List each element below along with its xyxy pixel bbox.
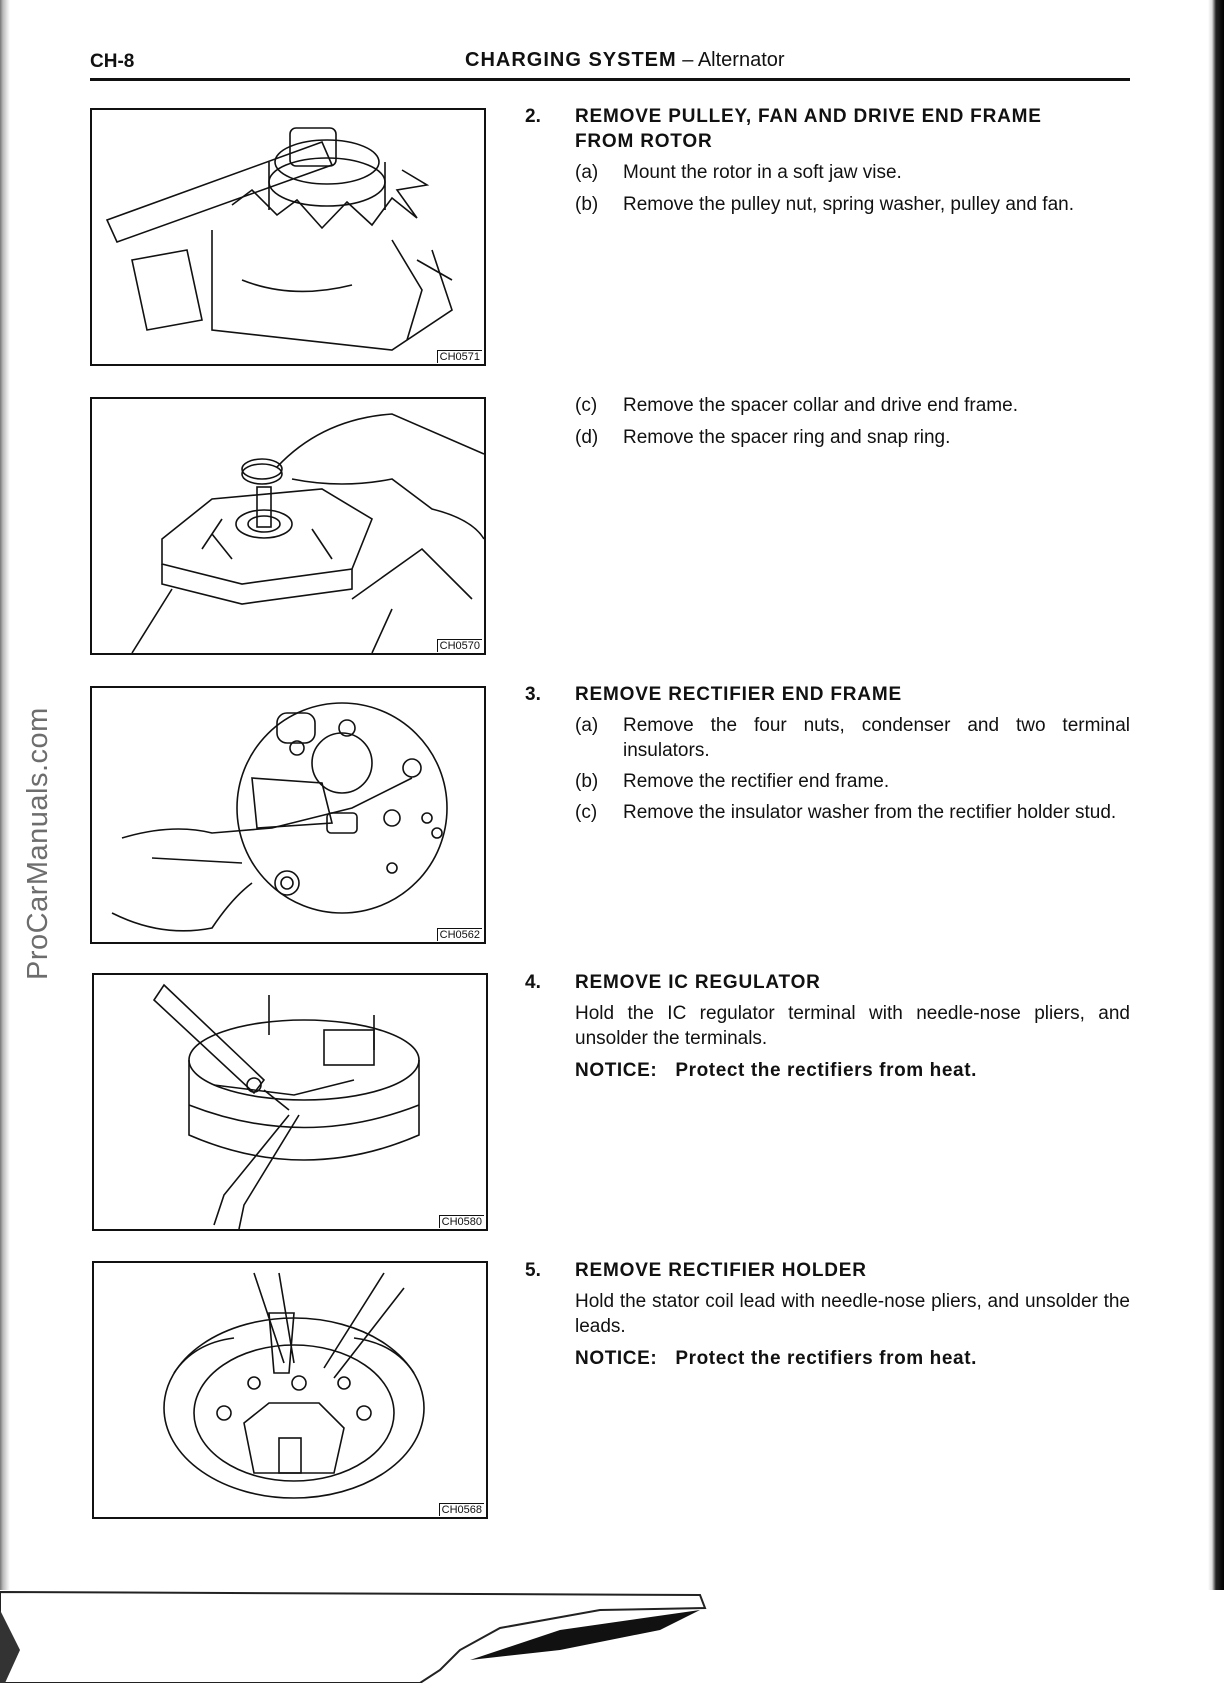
step-text: Hold the IC regulator terminal with needle-nose pliers, and unsolder the terminals. [575,1003,1130,1049]
notice [575,1058,1130,1084]
figure-code: CH0570 [437,639,482,652]
substep [575,393,1130,419]
substep-text: Remove the pulley nut, spring washer, pulley and fan. [623,194,1074,215]
subsection-name: Alternator [697,49,785,71]
figure-pulley-removal [90,108,486,366]
pulley-removal-illustration [92,110,484,364]
title-separator: – [682,49,694,71]
figure-code: CH0571 [437,350,482,363]
step-4 [525,970,1130,1100]
substep-text: Remove the spacer collar and drive end frame. [623,395,1018,416]
substep-text: Remove the insulator washer from the rectifier holder stud. [623,802,1117,823]
substep-label: (c) [575,802,598,823]
notice-text: Protect the rectifiers from heat. [675,1348,978,1369]
figure-code: CH0568 [439,1503,484,1516]
page-code: CH-8 [90,51,135,72]
substep-text: Mount the rotor in a soft jaw vise. [623,162,902,183]
substep [575,160,1130,186]
step-title: REMOVE RECTIFIER HOLDER [575,1260,867,1281]
page-bottom-edge [0,1590,1224,1683]
substep-label: (b) [575,771,599,792]
section-title [465,49,785,72]
substep [575,425,1130,451]
step-number: 5. [525,1260,541,1281]
notice-label: NOTICE: [575,1348,658,1369]
step-2 [525,104,1130,254]
substep-label: (a) [575,715,599,736]
substep-label: (b) [575,194,599,215]
substep-text: Remove the rectifier end frame. [623,771,890,792]
substep-text: Remove the spacer ring and snap ring. [623,427,951,448]
watermark: ProCarManuals.com [22,707,54,980]
substep-label: (a) [575,162,599,183]
figure-code: CH0580 [439,1215,484,1228]
section-name: CHARGING SYSTEM [465,49,677,71]
step-title: REMOVE PULLEY, FAN AND DRIVE END FRAME FROM ROTOR [575,106,1042,152]
notice-label: NOTICE: [575,1060,658,1081]
rectifier-end-frame-illustration [92,688,484,942]
step-3 [525,682,1130,862]
step-5 [525,1258,1130,1388]
ic-regulator-illustration [94,975,486,1229]
page-left-edge [0,0,10,1683]
drive-end-frame-illustration [92,399,484,653]
step-title: REMOVE RECTIFIER END FRAME [575,684,902,705]
step-text: Hold the stator coil lead with needle-nose pliers, and unsolder the leads. [575,1291,1130,1337]
substep [575,192,1130,244]
substep-text: Remove the four nuts, condenser and two terminal insulators. [623,715,1130,761]
rectifier-holder-illustration [94,1263,486,1517]
header-rule [90,78,1130,81]
step-title: REMOVE IC REGULATOR [575,972,821,993]
substep [575,800,1130,852]
figure-ic-regulator [92,973,488,1231]
substep [575,713,1130,765]
notice-text: Protect the rectifiers from heat. [675,1060,978,1081]
step-number: 2. [525,106,541,127]
substep-label: (d) [575,427,599,448]
substep [575,769,1130,795]
page-right-edge [1208,0,1224,1683]
notice [575,1346,1130,1372]
substep-label: (c) [575,395,598,416]
page-header [90,48,1130,78]
step-2-continued [525,393,1130,453]
step-number: 4. [525,972,541,993]
figure-rectifier-holder [92,1261,488,1519]
step-number: 3. [525,684,541,705]
figure-rectifier-end-frame [90,686,486,944]
figure-drive-end-frame [90,397,486,655]
scan-shadow [0,1590,1224,1683]
figure-code: CH0562 [437,928,482,941]
